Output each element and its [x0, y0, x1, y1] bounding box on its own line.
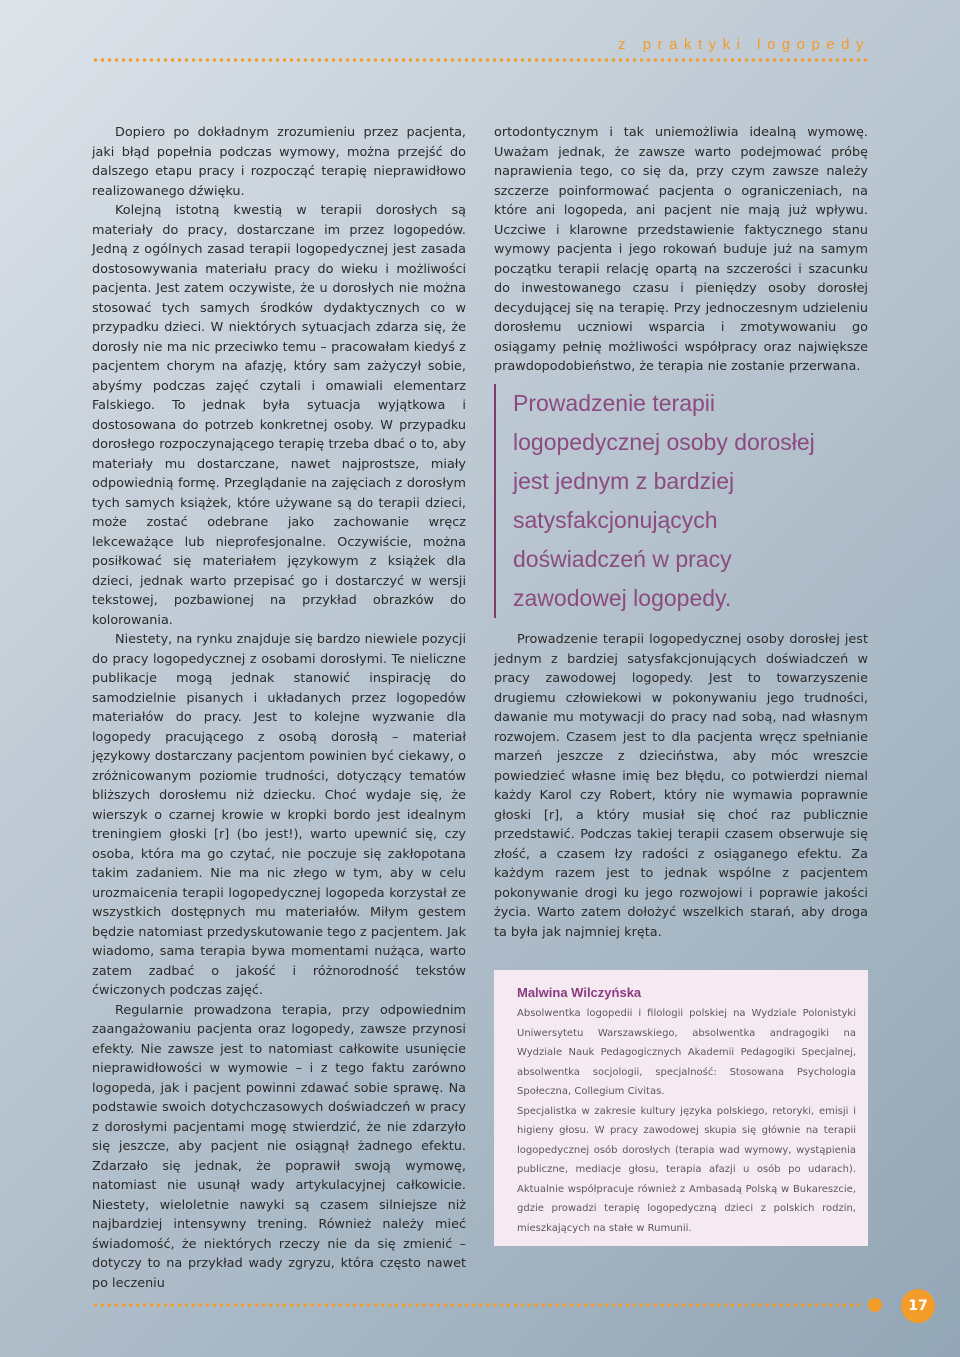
body-paragraph: Dopiero po dokładnym zrozumieniu przez pacjenta, jaki błąd popełnia podczas wymowy, można przejść do dalszego etapu pracy i rozpocząć terapię nieprawidłowo realizowanego dźwięku.: [92, 125, 466, 199]
pull-quote-line: Prowadzenie terapii: [513, 390, 716, 416]
bio-paragraph: Specjalistka w zakresie kultury języka polskiego, retoryki, emisji i higieny głosu. W pracy zawodowej skupia się głównie na terapii logopedycznej osób dorosłych (terapia wad wymowy, wystąpienia publiczne, mediacje głosu, terapia afazji u osób po udarach). Aktualnie współpracuje również z Ambasadą Polską w Bukareszcie, gdzie prowadzi terapię logopedyczną dzieci z polskich rodzin, mieszkających na stałe w Rumunii.: [517, 1105, 856, 1234]
page-number: 17: [908, 1298, 928, 1314]
pull-quote-line: logopedycznej osoby dorosłej: [513, 429, 815, 455]
pull-quote-line: jest jednym z bardziej: [513, 468, 735, 494]
page-number-badge: [901, 1289, 935, 1323]
pull-quote-line: satysfakcjonujących: [513, 507, 718, 533]
body-paragraph: Niestety, na rynku znajduje się bardzo niewiele pozycji do pracy logopedycznej z osobami dorosłymi. Te nieliczne publikacje mogą jednak stanowić inspirację do samodzielnie pisanych i układanych przez logopedów materiałów do pracy. Jest to kolejne wyzwanie dla logopedy pracującego z osobą dorosłą – materiał językowy dostarczany pacjentom powinien być ciekawy, o zróżnicowanym poziomie trudności, dotyczący tematów bliższych dorosłemu niż dziecku. Choć wydaje się, że wierszyk o czarnej krowie w kropki bordo jest idealnym treningiem głoski [r] (bo jest!), warto upewnić się, czy osoba, która ma go czytać, nie poczuje się zakłopotana takim zadaniem. Nie ma nic złego w tym, aby w celu urozmaicenia terapii logopedycznej logopeda korzystał ze wszystkich dostępnych mu materiałów. Miłym gestem będzie natomiast przedyskutowanie tego z pacjentem. Jak wiadomo, sama terapia bywa momentami nużąca, warto zatem zadbać o jakość i różnorodność tekstów ćwiczonych podczas zajęć.: [92, 632, 466, 998]
pull-quote: [494, 384, 883, 618]
body-paragraph: Regularnie prowadzona terapia, przy odpowiednim zaangażowaniu pacjenta oraz logopedy, zawsze przynosi efekty. Nie zawsze jest to natomiast całkowite usunięcie nieprawidłowości w wymowie – i z tego faktu zarówno logopeda, jak i pacjent powinni zdawać sobie sprawę. Na podstawie swoich dotychczasowych doświadczeń w pracy z dorosłymi pacjentami mogę stwierdzić, że nie zdarzyło się jeszcze, aby pacjent nie osiągnął żadnego efektu. Zdarzało się jednak, że poprawił swoją wymowę, natomiast nie usunął wady artykulacyjnej całkowicie. Niestety, wieloletnie nawyki są czasem silniejsze niż najbardziej intensywny trening. Również należy mieć świadomość, że niektórych rzeczy nie da się zmienić – dotyczy to na przykład wady zgryzu, która często nawet po leczeniu: [92, 1002, 466, 1291]
pull-quote-line: zawodowej logopedy.: [513, 585, 732, 611]
right-column-bottom: [494, 630, 868, 942]
pull-quote-line: doświadczeń w pracy: [513, 546, 732, 572]
author-bio-box: [494, 970, 868, 1246]
footer-dot-icon: [868, 1298, 882, 1312]
footer-dotted-rule: [92, 1303, 862, 1307]
author-name: Malwina Wilczyńska: [517, 985, 642, 1000]
right-column-top: [494, 123, 868, 377]
header-dotted-rule: [92, 58, 870, 62]
left-column: [92, 123, 466, 1293]
body-paragraph: Prowadzenie terapii logopedycznej osoby dorosłej jest jednym z bardziej satysfakcjonujących doświadczeń w pracy zawodowej logopedy. Jest to towarzyszenie drugiemu człowiekowi w pokonywaniu jego trudności, dawanie mu motywacji do pracy nad sobą, nad własnym rozwojem. Czasem jest to dla pacjenta wręcz spełnianie marzeń jeszcze z dzieciństwa, aby móc wreszcie powiedzieć własne imię bez błędu, co potwierdzi niemal każdy Karol czy Robert, który nie wymawia poprawnie głoski [r], a który musiał się choć raz publicznie przedstawić. Podczas takiej terapii czasem obserwuje się złość, a czasem łzy radości z osiąganego efektu. Za każdym razem jest to jednak wspólne z pacjentem pokonywanie drogi ku jego rozwojowi i poprawie jakości życia. Warto zatem dołożyć wszelkich starań, aby droga ta była jak najmniej kręta.: [494, 632, 868, 940]
bio-paragraph: Absolwentka logopedii i filologii polskiej na Wydziale Polonistyki Uniwersytetu Warszawskiego, absolwentka andragogiki na Wydziale Nauk Pedagogicznych Akademii Pedagogiki Specjalnej, absolwentka socjologii, specjalność: Stosowana Psychologia Społeczna, Collegium Civitas.: [517, 1008, 856, 1097]
section-title: z praktyki logopedy: [618, 36, 870, 53]
body-paragraph: Kolejną istotną kwestią w terapii dorosłych są materiały do pracy, dostarczane im przez logopedów. Jedną z ogólnych zasad terapii logopedycznej jest zasada dostosowywania materiału pracy do wieku i możliwości pacjenta. Jest zatem oczywiste, że u dorosłych nie można stosować tych samych środków dydaktycznych co w przypadku dzieci. W niektórych sytuacjach zdarza się, że dorosły nie ma nic przeciwko temu – pracowałam kiedyś z pacjentem chorym na afazję, który sam zażyczył sobie, abyśmy podczas zajęć czytali i omawiali elementarz Falskiego. To jednak była sytuacja wyjątkowa i dostosowana do potrzeb konkretnej osoby. W przypadku dorosłego rozpoczynającego terapię trzeba dbać o to, aby materiały mu dostarczane, nawet najprostsze, miały odpowiednią formę. Przeglądanie na zajęciach z dorosłym tych samych książek, które używane są do terapii dzieci, może zostać odebrane jako zachowanie wręcz lekceważące lub nieprofesjonalne. Oczywiście, można posiłkować się materiałem językowym z książek dla dzieci, jednak warto przepisać go i dostarczyć w wersji tekstowej, pozbawionej na przykład obrazków do kolorowania.: [92, 203, 466, 628]
body-paragraph: ortodontycznym i tak uniemożliwia idealną wymowę. Uważam jednak, że zawsze warto podejmować próbę naprawienia tego, co się da, przy czym zawsze należy szczerze poinformować pacjenta o ograniczeniach, na które ani logopeda, ani pacjent nie mają już wpływu. Uczciwe i klarowne przedstawienie faktycznego stanu wymowy pacjenta i jego rokowań buduje już na samym początku terapii relację opartą na szczerości i szacunku do inwestowanego czasu i pieniędzy osoby dorosłej decydującej się na terapię. Przy jednoczesnym udzieleniu dorosłemu uczniowi wsparcia i zmotywowaniu go osiągamy pełnię możliwości współpracy oraz największe prawdopodobieństwo, że terapia nie zostanie przerwana.: [494, 125, 868, 374]
